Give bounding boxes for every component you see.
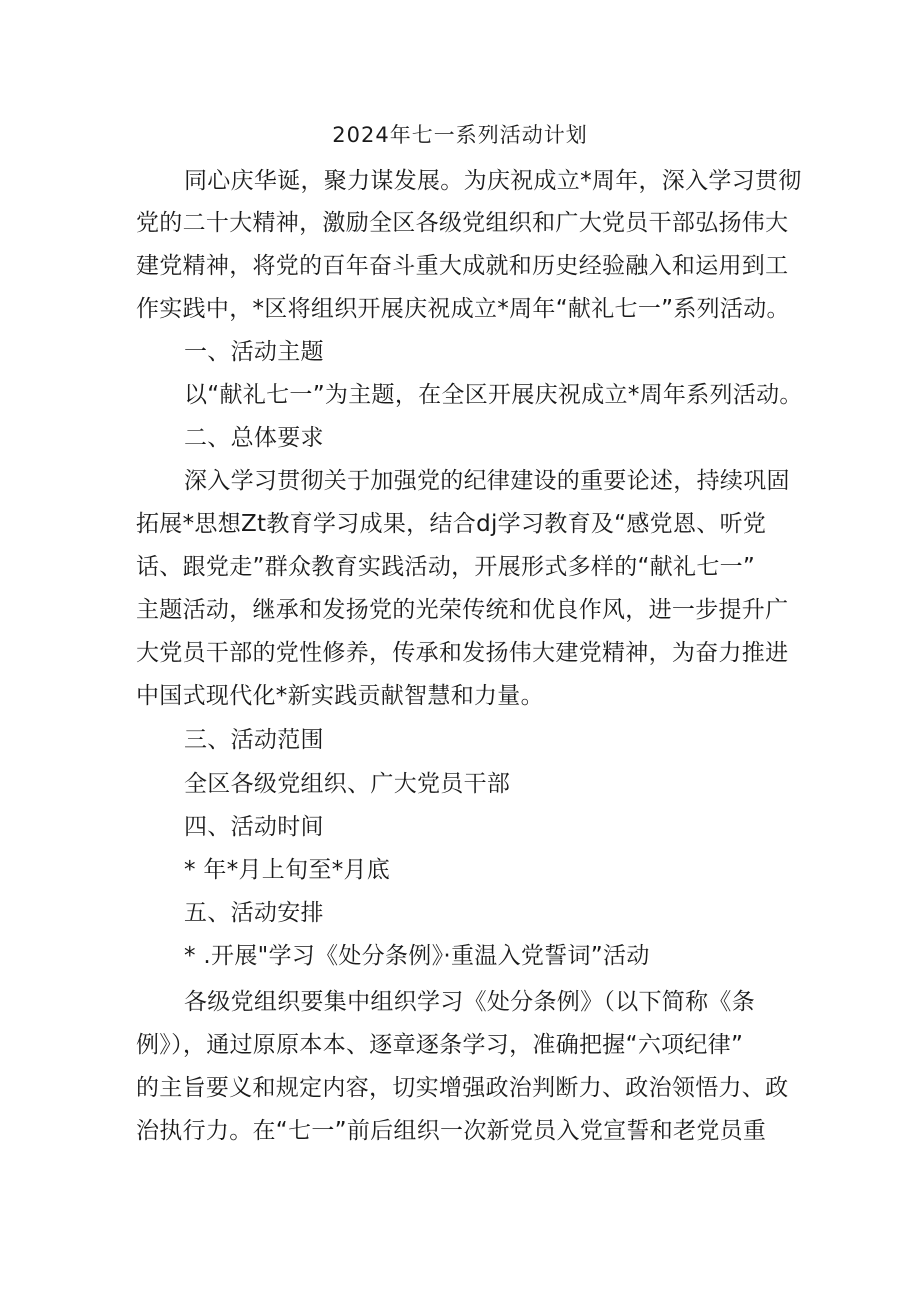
section-heading: 三、活动范围 (184, 727, 324, 753)
body-line: 作实践中，*区将组织开展庆祝成立*周年“献礼七一”系列活动。 (136, 296, 790, 322)
body-line: 大党员干部的党性修养，传承和发扬伟大建党精神，为奋力推进 (136, 640, 789, 666)
body-line: 党的二十大精神，激励全区各级党组织和广大党员干部弘扬伟大 (136, 210, 789, 236)
body-line: 治执行力。在“七一”前后组织一次新党员入党宣誓和老党员重 (136, 1118, 767, 1144)
body-line: 主题活动，继承和发扬党的光荣传统和优良作风，进一步提升广 (136, 597, 789, 623)
body-line: 全区各级党组织、广大党员干部 (184, 771, 511, 797)
section-heading: 四、活动时间 (184, 814, 324, 840)
section-heading: 五、活动安排 (184, 900, 324, 926)
body-line: 深入学习贯彻关于加强党的纪律建设的重要论述，持续巩固 (184, 468, 790, 494)
body-line: 建党精神，将党的百年奋斗重大成就和历史经验融入和运用到工 (136, 253, 789, 279)
body-line: 拓展*思想Zt教育学习成果，结合dj学习教育及“感党恩、听党 (136, 511, 767, 537)
section-heading: 二、总体要求 (184, 425, 324, 451)
body-line: 例》），通过原原本本、逐章逐条学习，准确把握“六项纪律” (136, 1032, 744, 1058)
document-title: 2024年七一系列活动计划 (332, 123, 588, 147)
body-line: 中国式现代化*新实践贡献智慧和力量。 (136, 683, 544, 709)
body-line: 话、跟党走”群众教育实践活动，开展形式多样的“献礼七一” (136, 554, 756, 580)
subsection-heading: * .开展"学习《处分条例》·重温入党誓词”活动 (184, 943, 650, 969)
body-line: 各级党组织要集中组织学习《处分条例》（以下简称《条 (184, 989, 755, 1015)
body-line: 的主旨要义和规定内容，切实增强政治判断力、政治领悟力、政 (136, 1075, 789, 1101)
body-line: 以“献礼七一”为主题，在全区开展庆祝成立*周年系列活动。 (184, 382, 803, 408)
body-line: 同心庆华诞，聚力谋发展。为庆祝成立*周年，深入学习贯彻 (184, 168, 802, 194)
section-heading: 一、活动主题 (184, 339, 324, 365)
body-line: * 年*月上旬至*月底 (184, 857, 391, 883)
